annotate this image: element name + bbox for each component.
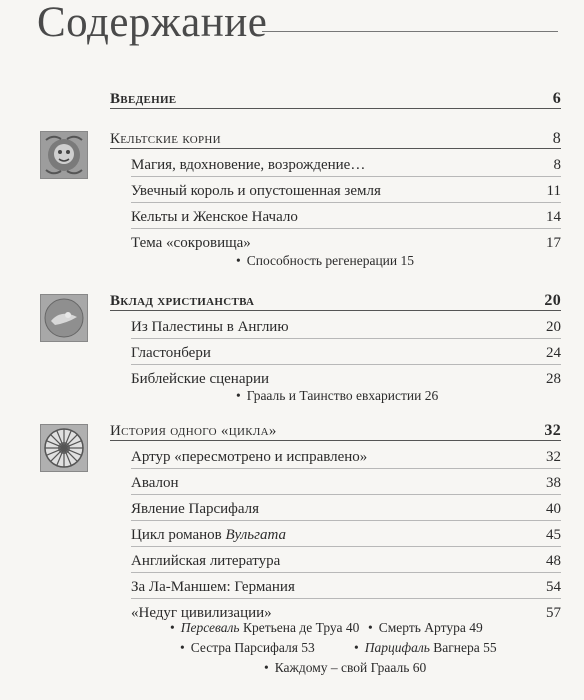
toc-entry[interactable] bbox=[131, 336, 561, 362]
title-rule bbox=[262, 31, 558, 32]
entry-page: 32 bbox=[546, 449, 561, 465]
toc-entry[interactable] bbox=[131, 492, 561, 518]
entry-label: Библейские сценарии bbox=[131, 371, 270, 387]
toc-entry[interactable] bbox=[131, 440, 561, 466]
toc-entry[interactable] bbox=[131, 466, 561, 492]
medallion-icon bbox=[40, 294, 88, 342]
bullet-icon: • bbox=[368, 620, 373, 635]
entry-label: За Ла-Маншем: Германия bbox=[131, 579, 295, 595]
chapter-page: 32 bbox=[544, 422, 561, 439]
bullet-icon: • bbox=[264, 660, 269, 675]
entry-page: 17 bbox=[546, 235, 561, 251]
toc-entry[interactable] bbox=[131, 362, 561, 388]
entry-label: Английская литература bbox=[131, 553, 281, 569]
toc-entry[interactable] bbox=[131, 544, 561, 570]
toc-entry[interactable] bbox=[131, 310, 561, 336]
entry-page: 45 bbox=[546, 527, 561, 543]
celtic-face-icon bbox=[40, 131, 88, 179]
entry-label: Авалон bbox=[131, 475, 179, 491]
entry-label: Увечный король и опустошенная земля bbox=[131, 183, 381, 199]
toc-note[interactable]: • Грааль и Таинство евхаристии 26 bbox=[236, 388, 439, 403]
entry-page: 24 bbox=[546, 345, 561, 361]
toc-chapter-christianity[interactable] bbox=[110, 284, 561, 311]
chapter-title: Вклад христианства bbox=[110, 293, 255, 309]
chapter-page: 20 bbox=[544, 292, 561, 309]
entry-page: 14 bbox=[546, 209, 561, 225]
entry-label: Гластонбери bbox=[131, 345, 211, 361]
entry-label: Артур «пересмотрено и исправлено» bbox=[131, 449, 368, 465]
toc-note[interactable]: • Парцифаль Вагнера 55 bbox=[354, 640, 497, 655]
toc-chapter-celtic[interactable] bbox=[110, 122, 561, 149]
entry-page: 20 bbox=[546, 319, 561, 335]
entry-page: 57 bbox=[546, 605, 561, 621]
toc-note[interactable]: • Способность регенерации 15 bbox=[236, 253, 414, 268]
entry-label: Цикл романов Вульгата bbox=[131, 527, 286, 543]
entry-label: Из Палестины в Англию bbox=[131, 319, 289, 335]
entry-page: 11 bbox=[546, 183, 561, 199]
toc-intro[interactable] bbox=[110, 82, 561, 109]
page-title: Содержание bbox=[37, 0, 268, 46]
toc-intro-label: Введение bbox=[110, 91, 177, 107]
chapter-page: 8 bbox=[552, 130, 561, 147]
round-table-icon bbox=[40, 424, 88, 472]
toc-entry[interactable] bbox=[131, 518, 561, 544]
toc-entry[interactable] bbox=[131, 148, 561, 174]
toc-note[interactable]: • Персеваль Кретьена де Труа 40 bbox=[170, 620, 360, 635]
toc-entry[interactable] bbox=[131, 596, 561, 622]
chapter-title: История одного «цикла» bbox=[110, 423, 277, 439]
entry-page: 8 bbox=[553, 157, 561, 173]
toc-entry[interactable] bbox=[131, 174, 561, 200]
chapter-title: Кельтские корни bbox=[110, 131, 221, 147]
bullet-icon: • bbox=[236, 253, 241, 268]
toc-entry[interactable] bbox=[131, 570, 561, 596]
toc-note[interactable]: • Сестра Парсифаля 53 bbox=[180, 640, 315, 655]
entry-label: «Недуг цивилизации» bbox=[131, 605, 272, 621]
toc-entry[interactable] bbox=[131, 200, 561, 226]
entry-label: Кельты и Женское Начало bbox=[131, 209, 298, 225]
entry-label: Магия, вдохновение, возрождение… bbox=[131, 157, 366, 173]
entry-label: Явление Парсифаля bbox=[131, 501, 260, 517]
bullet-icon: • bbox=[170, 620, 175, 635]
entry-page: 48 bbox=[546, 553, 561, 569]
bullet-icon: • bbox=[180, 640, 185, 655]
toc-note[interactable]: • Каждому – свой Грааль 60 bbox=[264, 660, 427, 675]
entry-page: 28 bbox=[546, 371, 561, 387]
entry-label: Тема «сокровища» bbox=[131, 235, 251, 251]
entry-page: 38 bbox=[546, 475, 561, 491]
bullet-icon: • bbox=[354, 640, 359, 655]
toc-intro-page: 6 bbox=[552, 90, 561, 107]
toc-note[interactable]: • Смерть Артура 49 bbox=[368, 620, 483, 635]
toc-chapter-cycle[interactable] bbox=[110, 414, 561, 441]
entry-page: 40 bbox=[546, 501, 561, 517]
bullet-icon: • bbox=[236, 388, 241, 403]
entry-page: 54 bbox=[546, 579, 561, 595]
toc-entry[interactable] bbox=[131, 226, 561, 252]
